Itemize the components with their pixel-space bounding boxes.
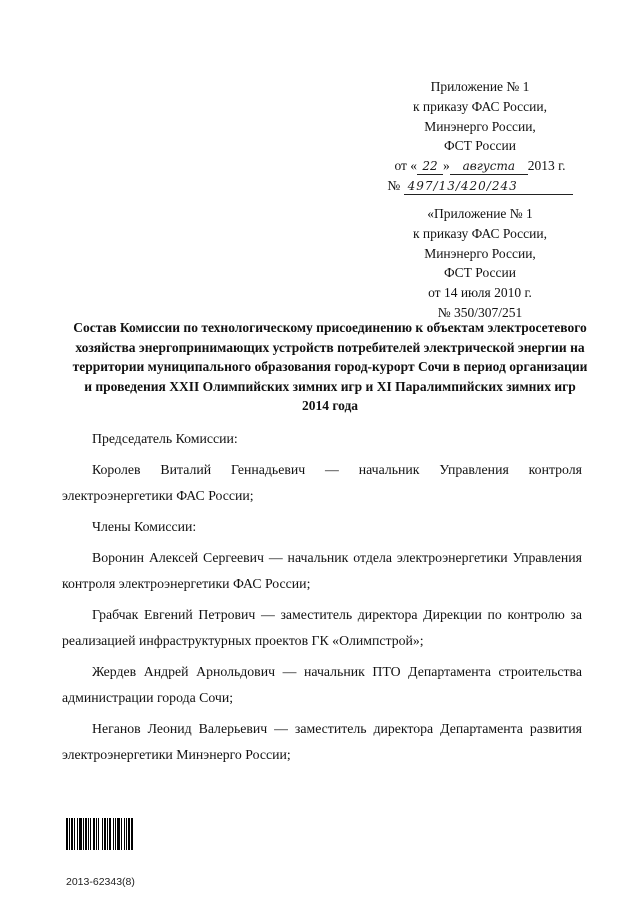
- handwritten-order-number: 497/13/420/243: [404, 179, 573, 195]
- date-year: 2013 г.: [527, 158, 566, 174]
- annex-order-fas: к приказу ФАС России,: [413, 98, 547, 114]
- annex-date-line: [370, 156, 590, 176]
- member-entry: Грабчак Евгений Петрович — заместитель директора Дирекции по контролю за реализацией инфраструктурных проектов ГК «Олимпстрой»;: [62, 607, 582, 648]
- annex-current-header: [370, 77, 590, 196]
- number-prefix: №: [387, 177, 401, 193]
- member-entry: Воронин Алексей Сергеевич — начальник отдела электроэнергетики Управления контроля электроэнергетики ФАС России;: [62, 550, 582, 591]
- annex-previous-number: № 350/307/251: [437, 304, 523, 320]
- document-code: 2013-62343(8): [66, 876, 135, 888]
- annex-previous-fst: ФСТ России: [444, 265, 516, 281]
- annex-previous-ministry: Минэнерго России,: [424, 245, 536, 261]
- member-entry: Неганов Леонид Валерьевич — заместитель директора Департамента развития электроэнергетики Минэнерго России;: [62, 721, 582, 762]
- commission-list: [62, 426, 582, 773]
- date-mid: »: [443, 158, 450, 174]
- date-prefix: от «: [394, 158, 418, 174]
- annex-number-line: [370, 176, 590, 196]
- handwritten-month: августа: [450, 159, 528, 175]
- annex-ministry: Минэнерго России,: [424, 118, 536, 134]
- handwritten-day: 22: [417, 159, 443, 175]
- document-title: Состав Комиссии по технологическому присоединению к объектам электросетевого хозяйства энергопринимающих устройств потребителей электрической энергии на территории муниципального образования город-курорт Сочи в период организации и проведения XXII Олимпийских зимних игр и XI Паралимпийских зимних игр 2014 года: [72, 320, 588, 414]
- barcode: [66, 818, 162, 850]
- annex-previous-header: [370, 204, 590, 323]
- annex-title: Приложение № 1: [430, 79, 530, 94]
- chair-entry: Королев Виталий Геннадьевич — начальник Управления контроля электроэнергетики ФАС России;: [62, 462, 582, 503]
- chair-heading: Председатель Комиссии:: [92, 431, 238, 446]
- annex-previous-order-fas: к приказу ФАС России,: [413, 225, 547, 241]
- member-entry: Жердев Андрей Арнольдович — начальник ПТО Департамента строительства администрации города Сочи;: [62, 664, 582, 705]
- annex-fst: ФСТ России: [444, 138, 516, 154]
- annex-previous-title: «Приложение № 1: [427, 206, 533, 221]
- members-heading: Члены Комиссии:: [92, 519, 197, 534]
- annex-previous-date: от 14 июля 2010 г.: [428, 285, 532, 301]
